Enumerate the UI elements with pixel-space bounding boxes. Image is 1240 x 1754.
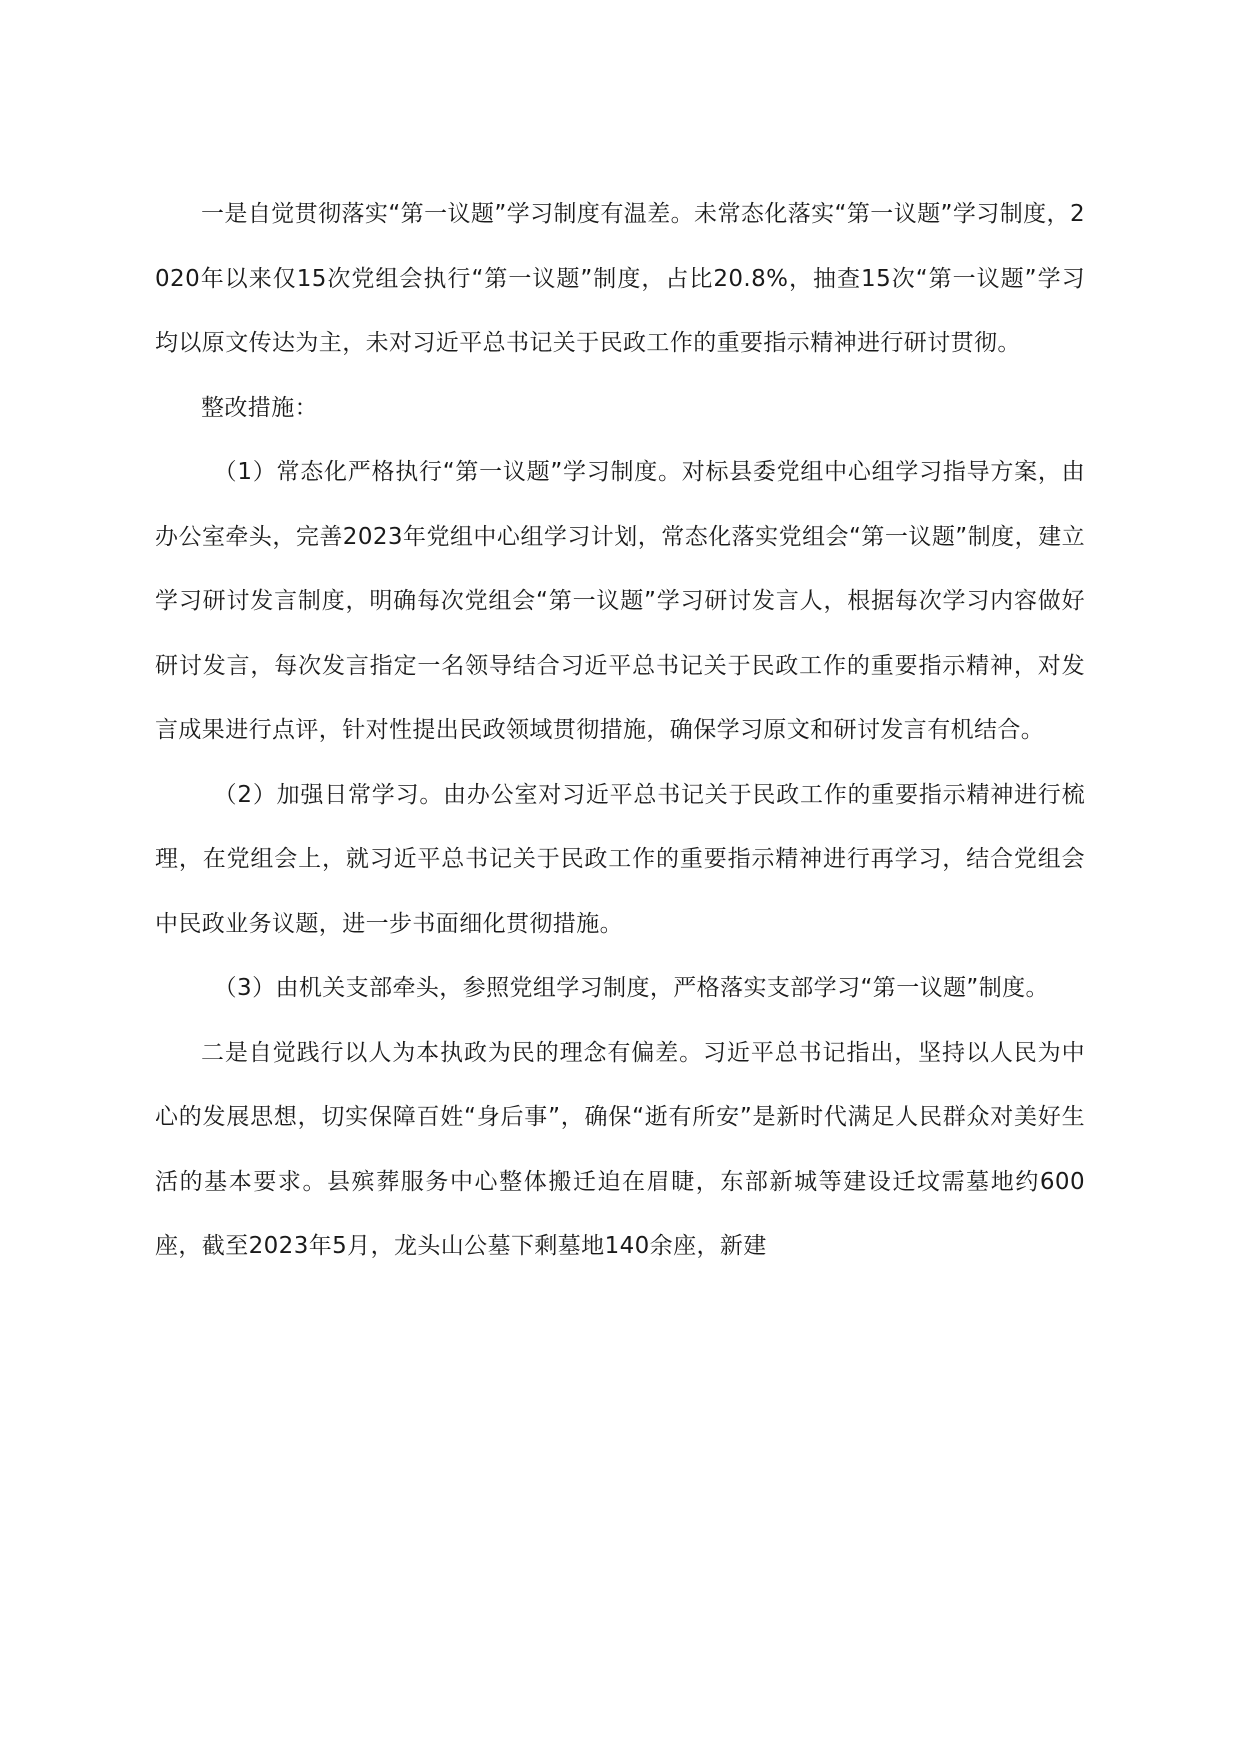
document-body: [155, 182, 1085, 1279]
paragraph-issue-2: 二是自觉践行以人为本执政为民的理念有偏差。习近平总书记指出，坚持以人民为中心的发展思想，切实保障百姓“身后事”，确保“逝有所安”是新时代满足人民群众对美好生活的基本要求。县殡葬服务中心整体搬迁迫在眉睫，东部新城等建设迁坟需墓地约600座，截至2023年5月，龙头山公墓下剩墓地140余座，新建: [155, 1039, 1085, 1259]
paragraph-rectification-heading: 整改措施：: [201, 394, 318, 421]
paragraph-issue-1: 一是自觉贯彻落实“第一议题”学习制度有温差。未常态化落实“第一议题”学习制度，2020年以来仅15次党组会执行“第一议题”制度，占比20.8%，抽查15次“第一议题”学习均以原文传达为主，未对习近平总书记关于民政工作的重要指示精神进行研讨贯彻。: [155, 201, 1085, 356]
paragraph-measure-3: （3）由机关支部牵头，参照党组学习制度，严格落实支部学习“第一议题”制度。: [213, 975, 1049, 1001]
paragraph-measure-2: （2）加强日常学习。由办公室对习近平总书记关于民政工作的重要指示精神进行梳理，在党组会上，就习近平总书记关于民政工作的重要指示精神进行再学习，结合党组会中民政业务议题，进一步书面细化贯彻措施。: [155, 781, 1085, 937]
paragraph-measure-1: （1）常态化严格执行“第一议题”学习制度。对标县委党组中心组学习指导方案，由办公室牵头，完善2023年党组中心组学习计划，常态化落实党组会“第一议题”制度，建立学习研讨发言制度，明确每次党组会“第一议题”学习研讨发言人，根据每次学习内容做好研讨发言，每次发言指定一名领导结合习近平总书记关于民政工作的重要指示精神，对发言成果进行点评，针对性提出民政领域贯彻措施，确保学习原文和研讨发言有机结合。: [155, 459, 1085, 743]
